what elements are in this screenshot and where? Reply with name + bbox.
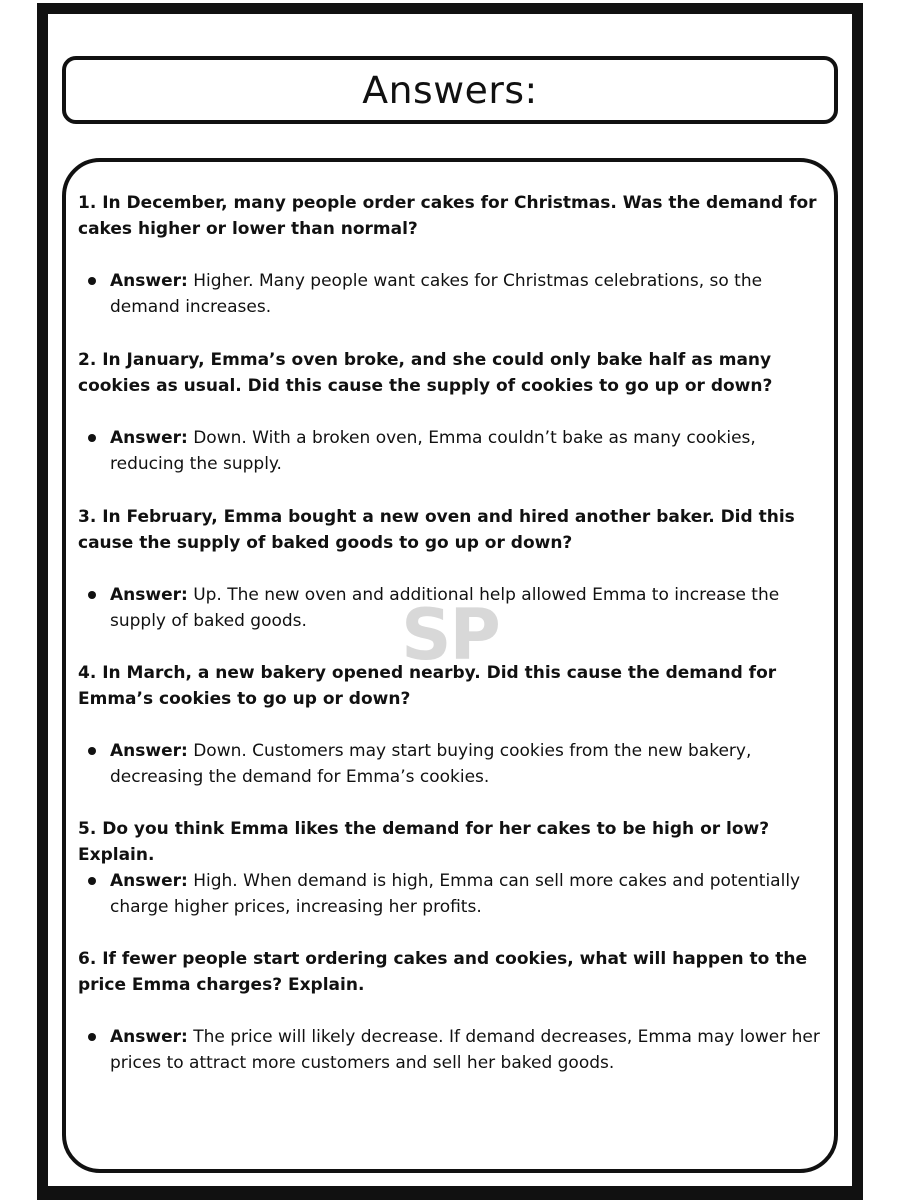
bullet-icon	[88, 591, 96, 599]
question-2: 2. In January, Emma’s oven broke, and she could only bake half as many cookies as usual. Did this cause the supply of cookies to go up or down?	[78, 350, 773, 396]
answer-label: Answer:	[110, 741, 188, 761]
bullet-icon	[88, 434, 96, 442]
answer-text: Down. With a broken oven, Emma couldn’t bake as many cookies, reducing the supply.	[110, 428, 756, 474]
question-3: 3. In February, Emma bought a new oven and hired another baker. Did this cause the supply of baked goods to go up or down?	[78, 507, 795, 553]
answer-6	[110, 1024, 830, 1076]
answer-text: High. When demand is high, Emma can sell more cakes and potentially charge higher prices, increasing her profits.	[110, 871, 801, 917]
question-5: 5. Do you think Emma likes the demand for her cakes to be high or low? Explain.	[78, 819, 770, 865]
answer-label: Answer:	[110, 271, 188, 291]
question-6: 6. If fewer people start ordering cakes and cookies, what will happen to the price Emma charges? Explain.	[78, 949, 808, 995]
answer-text: Down. Customers may start buying cookies from the new bakery, decreasing the demand for Emma’s cookies.	[110, 741, 752, 787]
bullet-icon	[88, 747, 96, 755]
bullet-icon	[88, 277, 96, 285]
answer-4	[110, 738, 830, 790]
bullet-icon	[88, 877, 96, 885]
answer-5	[110, 868, 830, 920]
title-box	[62, 56, 838, 124]
answer-3	[110, 582, 830, 634]
page-title: Answers:	[362, 68, 538, 112]
answer-label: Answer:	[110, 1027, 188, 1047]
answer-label: Answer:	[110, 428, 188, 448]
question-4: 4. In March, a new bakery opened nearby. Did this cause the demand for Emma’s cookies to go up or down?	[78, 663, 777, 709]
answer-text: Up. The new oven and additional help allowed Emma to increase the supply of baked goods.	[110, 585, 780, 631]
answer-label: Answer:	[110, 585, 188, 605]
answer-text: Higher. Many people want cakes for Christmas celebrations, so the demand increases.	[110, 271, 763, 317]
watermark-logo: SP	[401, 594, 499, 676]
answer-2	[110, 425, 830, 477]
answer-label: Answer:	[110, 871, 188, 891]
question-1: 1. In December, many people order cakes for Christmas. Was the demand for cakes higher or lower than normal?	[78, 193, 817, 239]
answer-text: The price will likely decrease. If demand decreases, Emma may lower her prices to attract more customers and sell her baked goods.	[110, 1027, 820, 1073]
answer-1	[110, 268, 830, 320]
bullet-icon	[88, 1033, 96, 1041]
